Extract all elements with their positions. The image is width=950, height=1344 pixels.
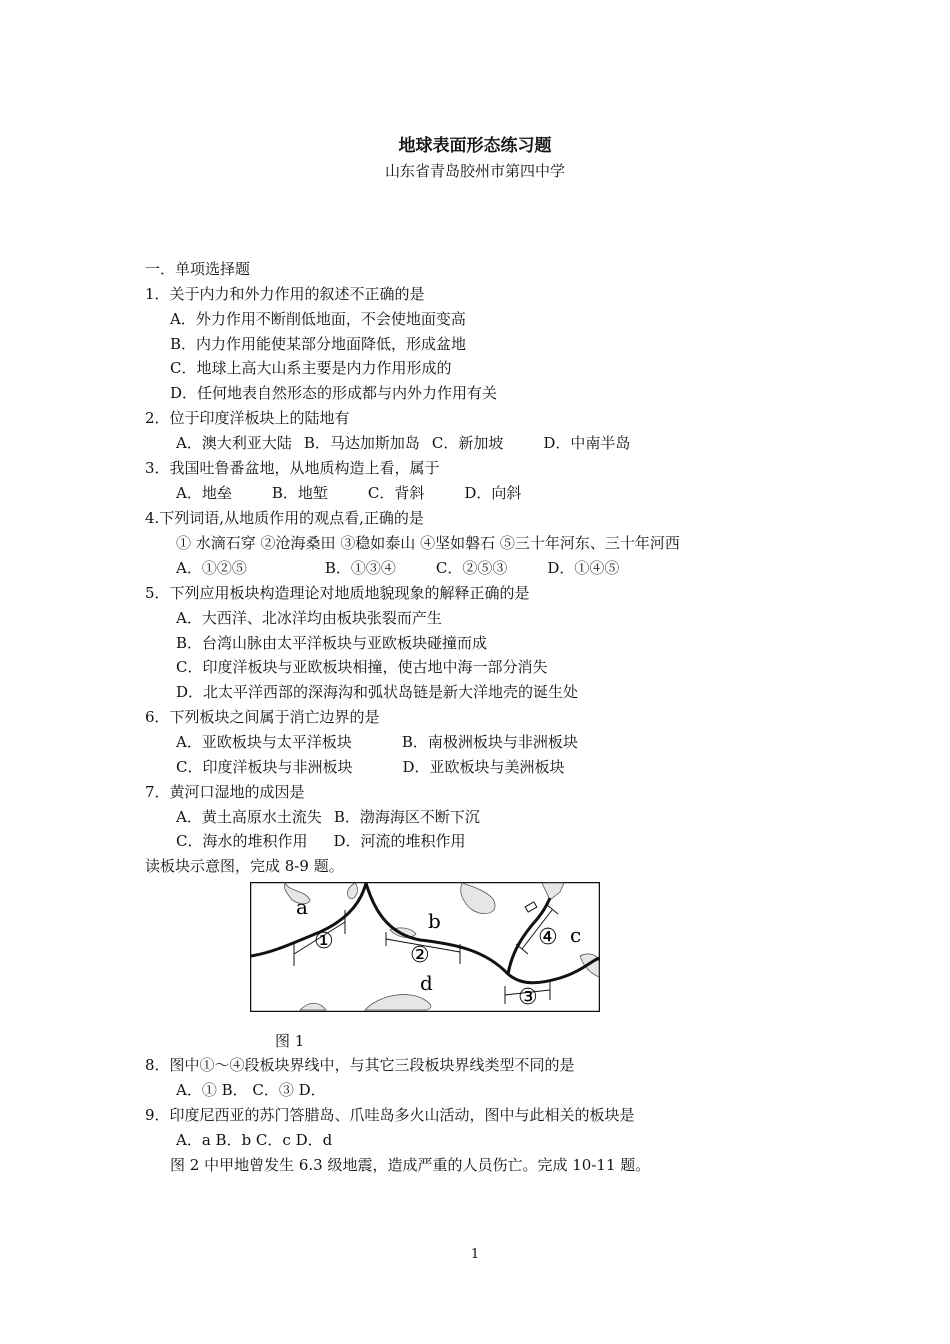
question-7-stem: 7．黄河口湿地的成因是 (145, 783, 305, 801)
page-title: 地球表面形态练习题 (398, 136, 552, 156)
question-3-option-b: B．地堑 (271, 484, 328, 502)
page-subtitle: 山东省青岛胶州市第四中学 (384, 162, 565, 180)
plate-label-a: a (296, 895, 308, 919)
question-3-option-a: A．地垒 (176, 484, 232, 502)
question-4-option-a: A．①②⑤ (176, 559, 247, 577)
question-6-row1 (176, 732, 578, 752)
segment-label-4: ④ (538, 925, 558, 950)
question-1-option-c: C．地球上高大山系主要是内力作用形成的 (170, 359, 452, 377)
question-6-row2 (176, 757, 565, 777)
figure-2-note: 图 2 中甲地曾发生 6.3 级地震，造成严重的人员伤亡。完成 10-11 题。 (170, 1156, 651, 1174)
question-1-option-d: D．任何地表自然形态的形成都与内外力作用有关 (170, 384, 498, 402)
plate-map-figure (250, 882, 600, 1012)
question-2-option-b: B．马达加斯加岛 (303, 434, 420, 452)
question-3-option-d: D．向斜 (464, 484, 522, 502)
segment-label-3: ③ (518, 985, 538, 1010)
question-7-row2 (176, 831, 466, 851)
plate-label-c: c (570, 923, 582, 947)
question-2-options (176, 433, 630, 453)
plate-map-svg (250, 882, 600, 1012)
page-number: 1 (470, 1247, 480, 1262)
question-4-options (176, 558, 619, 578)
question-2-option-d: D．中南半岛 (543, 434, 631, 452)
question-5-option-c: C．印度洋板块与亚欧板块相撞，使古地中海一部分消失 (176, 658, 548, 676)
question-6-option-d: D．亚欧板块与美洲板块 (402, 758, 565, 776)
question-5-option-d: D．北太平洋西部的深海沟和弧状岛链是新大洋地壳的诞生处 (176, 683, 579, 701)
plate-label-b: b (428, 909, 441, 933)
question-6-option-a: A．亚欧板块与太平洋板块 (176, 733, 352, 751)
question-9-options: A．a B．b C．c D．d (176, 1131, 333, 1149)
question-9-stem: 9．印度尼西亚的苏门答腊岛、爪哇岛多火山活动，图中与此相关的板块是 (145, 1106, 635, 1124)
question-3-option-c: C．背斜 (367, 484, 425, 502)
question-5-stem: 5．下列应用板块构造理论对地质地貌现象的解释正确的是 (145, 584, 530, 602)
question-7-row1 (176, 807, 480, 827)
question-7-option-d: D．河流的堆积作用 (333, 832, 466, 850)
question-7-option-c: C．海水的堆积作用 (176, 832, 308, 850)
question-6-option-c: C．印度洋板块与非洲板块 (176, 758, 353, 776)
question-8-options: A．① B． C．③ D． (176, 1081, 326, 1099)
question-4-stem: 4.下列词语,从地质作用的观点看,正确的是 (145, 509, 424, 527)
question-7-option-b: B．渤海海区不断下沉 (333, 808, 480, 826)
question-1-option-b: B．内力作用能使某部分地面降低，形成盆地 (170, 335, 467, 353)
question-8-stem: 8．图中①～④段板块界线中，与其它三段板块界线类型不同的是 (145, 1056, 575, 1074)
question-6-option-b: B．南极洲板块与非洲板块 (401, 733, 578, 751)
question-6-stem: 6．下列板块之间属于消亡边界的是 (145, 708, 380, 726)
question-4-option-d: D．①④⑤ (547, 559, 620, 577)
figure-intro: 读板块示意图，完成 8-9 题。 (145, 857, 344, 875)
question-3-options (176, 483, 521, 503)
section-title: 一．单项选择题 (145, 260, 251, 278)
question-2-stem: 2．位于印度洋板块上的陆地有 (145, 409, 350, 427)
question-2-option-a: A．澳大利亚大陆 (176, 434, 292, 452)
question-4-option-c: C．②⑤③ (435, 559, 508, 577)
question-7-option-a: A．黄土高原水土流失 (176, 808, 322, 826)
question-4-option-b: B．①③④ (324, 559, 396, 577)
question-5-option-a: A．大西洋、北冰洋均由板块张裂而产生 (176, 609, 442, 627)
question-4-sub: ① 水滴石穿 ②沧海桑田 ③稳如泰山 ④坚如磐石 ⑤三十年河东、三十年河西 (176, 534, 680, 552)
question-2-option-c: C．新加坡 (431, 434, 504, 452)
figure-caption: 图 1 (275, 1032, 305, 1050)
segment-label-2: ② (410, 943, 430, 968)
question-5-option-b: B．台湾山脉由太平洋板块与亚欧板块碰撞而成 (176, 634, 488, 652)
question-1-stem: 1．关于内力和外力作用的叙述不正确的是 (145, 285, 425, 303)
segment-label-1: ① (314, 929, 334, 954)
question-3-stem: 3．我国吐鲁番盆地，从地质构造上看，属于 (145, 459, 440, 477)
plate-label-d: d (420, 971, 433, 995)
question-1-option-a: A．外力作用不断削低地面，不会使地面变高 (170, 310, 466, 328)
